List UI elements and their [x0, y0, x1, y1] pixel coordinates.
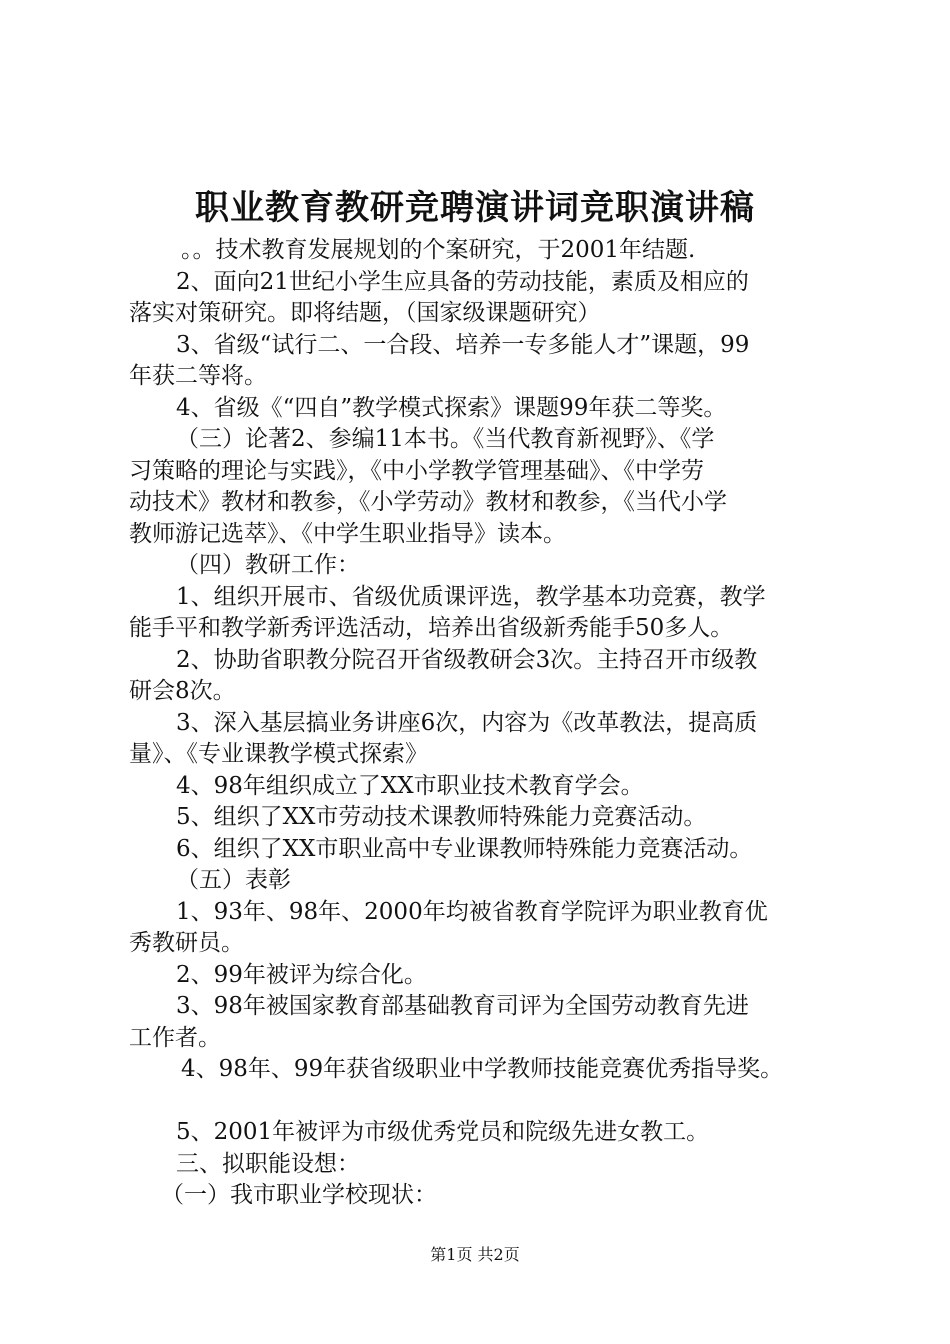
paragraph-line: 4、省级《“四自”教学模式探索》课题99年获二等奖。	[176, 394, 727, 421]
blank-line	[129, 1086, 841, 1118]
document-body	[129, 235, 841, 1212]
paragraph-line: 工作者。	[129, 1024, 221, 1051]
paragraph-line: 2、协助省职教分院召开省级教研会3次。主持召开市级教	[176, 646, 758, 673]
paragraph-line: 3、深入基层搞业务讲座6次，内容为《改革教法，提高质	[176, 709, 758, 736]
paragraph-line: 。。技术教育发展规划的个案研究，于2001年结题.	[181, 237, 696, 263]
paragraph-line: 3、省级“试行二、一合段、培养一专多能人才”课题，99	[176, 331, 750, 358]
paragraph-line: 3、98年被国家教育部基础教育司评为全国劳动教育先进	[176, 993, 749, 1019]
paragraph-line: （一）我市职业学校现状：	[161, 1182, 437, 1208]
paragraph-line: （四）教研工作：	[176, 552, 360, 578]
paragraph-line: 年获二等将。	[129, 363, 267, 389]
paragraph-line: 三、拟职能设想：	[176, 1150, 360, 1177]
page-number: 第1页 共2页	[430, 1245, 520, 1264]
paragraph-line: 动技术》教材和教参，《小学劳动》教材和教参，《当代小学	[129, 489, 727, 515]
paragraph-line: 4、98年组织成立了XX市职业技术教育学会。	[176, 772, 644, 799]
paragraph-line: 秀教研员。	[129, 930, 244, 956]
paragraph-line: 2、99年被评为综合化。	[176, 961, 427, 988]
paragraph-line: 1、93年、98年、2000年均被省教育学院评为职业教育优	[176, 898, 768, 925]
paragraph-line: （三）论著2、参编11本书。《当代教育新视野》、《学	[176, 426, 715, 452]
paragraph-line: 研会8次。	[129, 678, 236, 704]
paragraph-line: 5、2001年被评为市级优秀党员和院级先进女教工。	[176, 1119, 710, 1145]
paragraph-line: 量》、《专业课教学模式探索》	[129, 741, 428, 767]
paragraph-line: 2、面向21世纪小学生应具备的劳动技能，素质及相应的	[176, 268, 749, 295]
paragraph-line: 6、组织了XX市职业高中专业课教师特殊能力竞赛活动。	[176, 835, 753, 862]
paragraph-line: 5、组织了XX市劳动技术课教师特殊能力竞赛活动。	[176, 804, 707, 830]
paragraph-line: 1、组织开展市、省级优质课评选，教学基本功竞赛，教学	[176, 583, 766, 610]
paragraph-line: 4、98年、99年获省级职业中学教师技能竞赛优秀指导奖。	[181, 1056, 784, 1082]
document-title: 职业教育教研竞聘演讲词竞职演讲稿	[195, 188, 755, 228]
paragraph-line: 能手平和教学新秀评选活动，培养出省级新秀能手50多人。	[129, 615, 734, 641]
paragraph-line: 习策略的理论与实践》，《中小学教学管理基础》、《中学劳	[129, 457, 704, 484]
paragraph-line: 教师游记选萃》、《中学生职业指导》读本。	[129, 520, 566, 547]
paragraph-line: （五）表彰	[176, 867, 291, 893]
paragraph-line: 落实对策研究。即将结题，（国家级课题研究）	[129, 300, 601, 326]
